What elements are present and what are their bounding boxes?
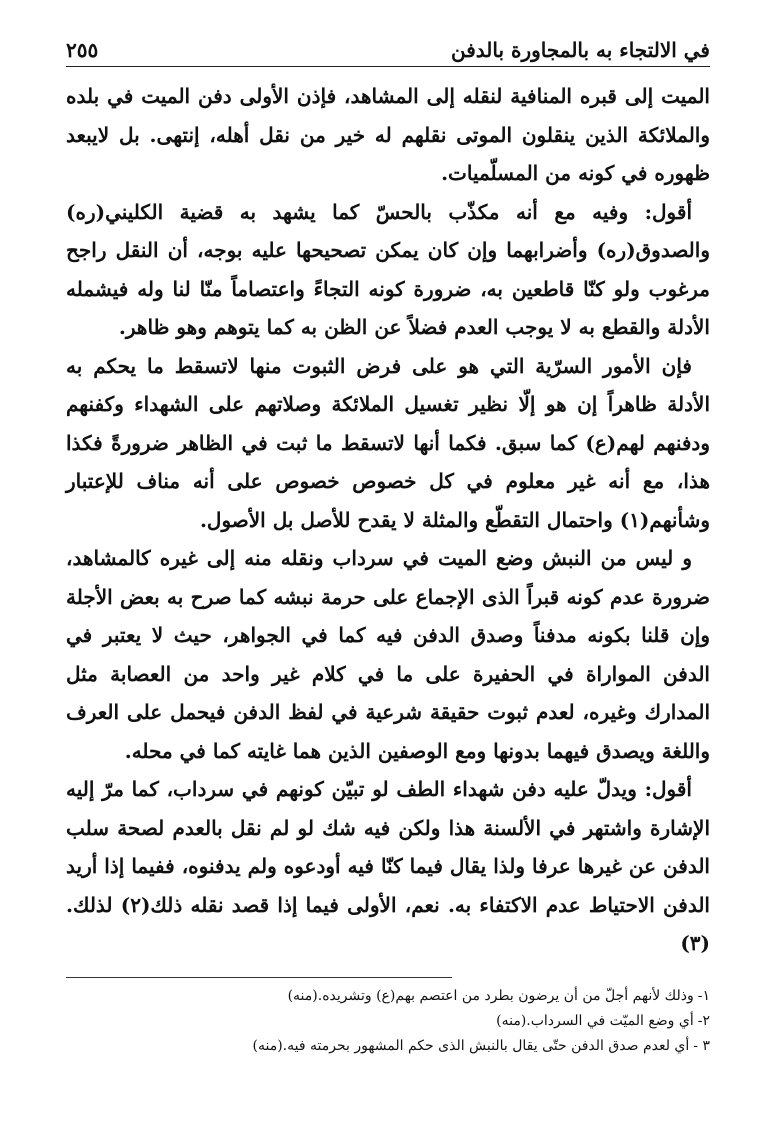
footnote-separator bbox=[66, 977, 452, 978]
page-header bbox=[66, 30, 710, 67]
paragraph: أقول: ويدلّ عليه دفن شهداء الطف لو تبيّن كونهم في سرداب، كما مرّ إليه الإشارة واشتهر في الألسنة هذا ولكن فيه شك لو لم نقل بالعدم لصحة سلب الدفن عن غيرها عرفا ولذا يقال فيما كنّا فيه أودعوه ولم يدفنوه، ففيما إذا أريد الدفن الاحتياط عدم الاكتفاء به. نعم، الأولى فيما إذا قصد نقله ذلك(٢) لذلك.(٣) bbox=[66, 777, 711, 955]
paragraph: الميت إلى قبره المنافية لنقله إلى المشاهد، فإذن الأولى دفن الميت في بلده والملائكة الذين ينقلون الموتى نقلهم له خير من نقل أهله، إنتهى. بل لايبعد ظهوره في كونه من المسلّميات. bbox=[66, 84, 710, 185]
footnote-number: ٣ - bbox=[693, 1037, 710, 1054]
paragraph: فإن الأمور السرّية التي هو على فرض الثبوت منها لاتسقط ما يحكم به الأدلة ظاهراً إن هو إلّا نظير تغسيل الملائكة وصلاتهم على الشهداء وكفنهم ودفنهم لهم(ع) كما سبق. فكما أنها لاتسقط ما ثبت في الظاهر ضرورةً فكذا هذا، مع أنه غير معلوم في كل خصوص خصوص على أنه مناف للإعتبار وشأنهم(١) واحتمال التقطّع والمثلة لا يقدح للأصل بل الأصول. bbox=[66, 353, 710, 532]
footnote bbox=[66, 984, 710, 1009]
footnote-text: أي لعدم صدق الدفن حتّى يقال بالنبش الذى حكم المشهور بحرمته فيه.(منه) bbox=[252, 1037, 690, 1054]
paragraph: أقول: وفيه مع أنه مكذّب بالحسّ كما يشهد به قضية الكليني(ره) والصدوق(ره) وأضرابهما وإن كان يمكن تصحيحها عليه بوجه، أن النقل راجح مرغوب ولو كنّا قاطعين به، ضرورة كونه التجاءً واعتصاماً منّا لنا وله فيشمله الأدلة والقطع به لا يوجب العدم فضلاً عن الظن به كما يتوهم وهو ظاهر. bbox=[66, 199, 710, 339]
footnote bbox=[66, 1034, 710, 1059]
footnote-text: أي وضع الميّت في السرداب.(منه) bbox=[496, 1012, 694, 1029]
paragraph: و ليس من النبش وضع الميت في سرداب ونقله منه إلى غيره كالمشاهد، ضرورة عدم كونه قبراً الذى الإجماع على حرمة نبشه كما صرح به بعض الأجلة وإن قلنا بكونه مدفناً وصدق الدفن فيه كما في الجواهر، حيث لا يعتبر في الدفن المواراة في الحفيرة على ما في كلام غير واحد من العصابة مثل المدارك وغيره، لعدم ثبوت حقيقة شرعية في لفظ الدفن فيحمل على العرف واللغة ويصدق فيهما بدونها ومع الوصفين الذين هما غايته كما في محله. bbox=[66, 546, 710, 763]
footnote-number: ٢- bbox=[697, 1012, 710, 1029]
footnote-text: وذلك لأنهم أجلّ من أن يرضون بطرد من اعتصم بهم(ع) وتشريده.(منه) bbox=[287, 987, 694, 1004]
body-text bbox=[66, 77, 710, 963]
footnote bbox=[66, 1009, 710, 1034]
footnotes bbox=[66, 984, 710, 1059]
page-number: ٢٥٥ bbox=[66, 38, 99, 62]
footnote-number: ١- bbox=[697, 987, 710, 1004]
book-page bbox=[66, 30, 710, 1120]
running-title: في الالتجاء به بالمجاورة بالدفن bbox=[450, 38, 710, 62]
